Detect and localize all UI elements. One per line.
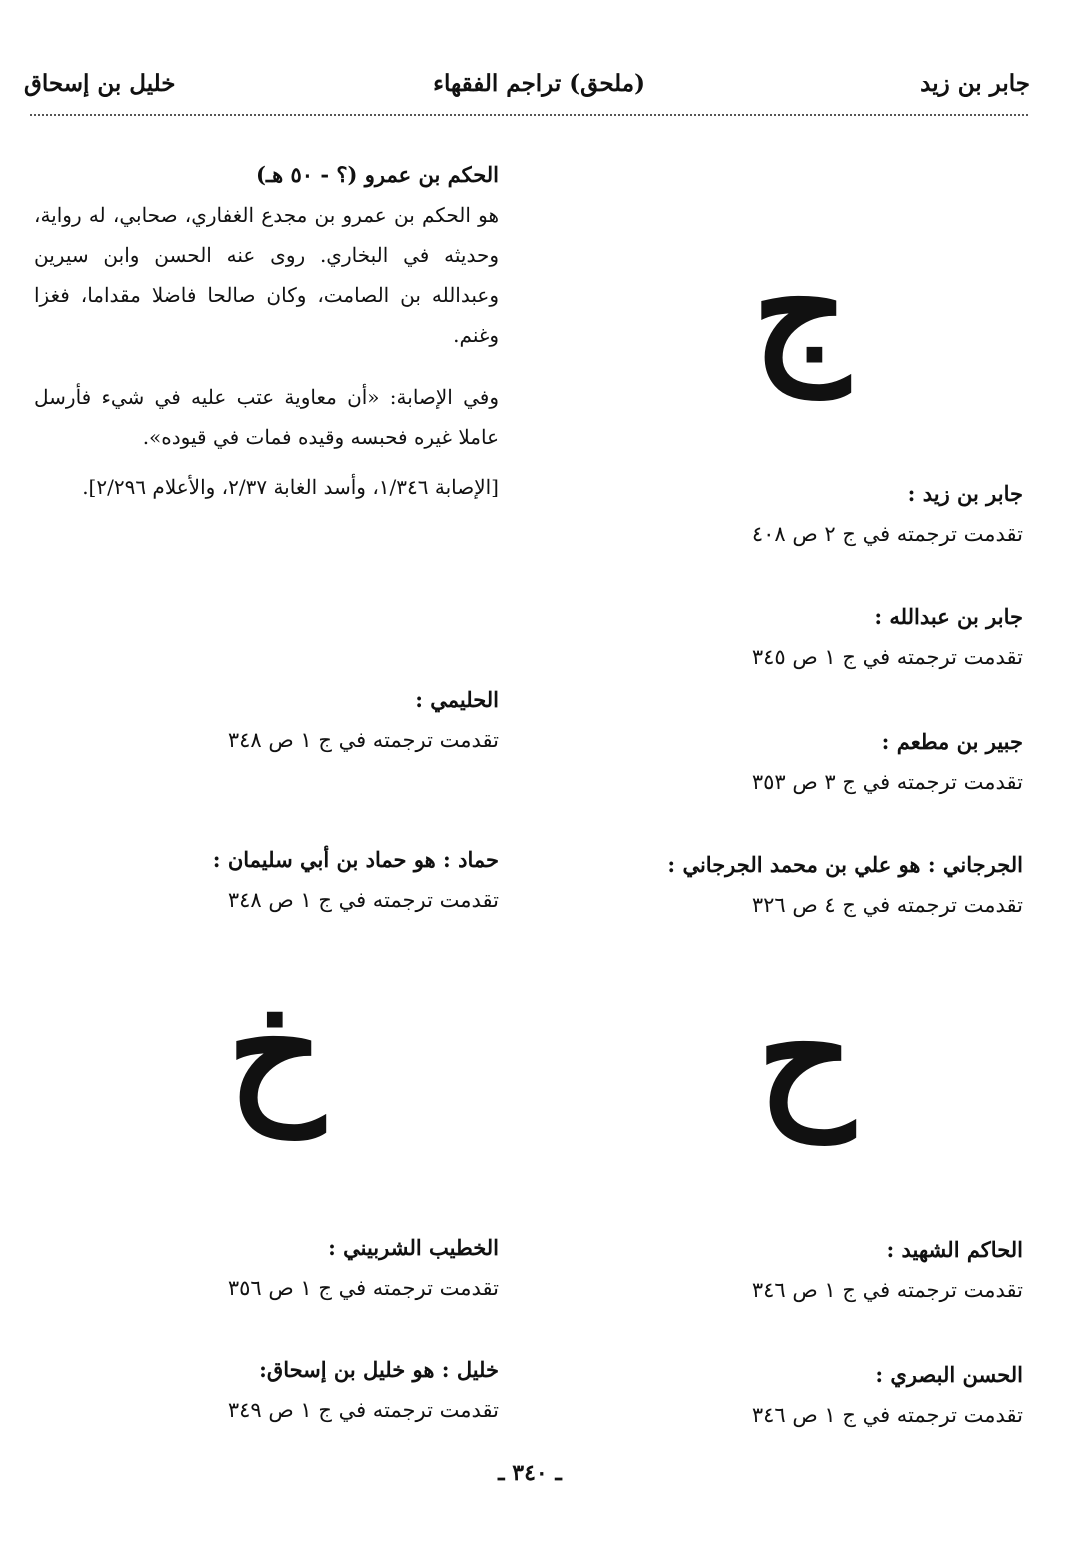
entry-title: الحليمي : — [415, 687, 499, 712]
entry-khalil — [228, 1350, 499, 1430]
biography-sources: [الإصابة ١/٣٤٦، وأسد الغابة ٢/٣٧، والأعلام ٢/٢٩٦]. — [82, 475, 499, 499]
entry-reference: تقدمت ترجمته في ج ٣ ص ٣٥٣ — [751, 770, 1023, 794]
entry-reference: تقدمت ترجمته في ج ١ ص ٣٤٨ — [227, 728, 499, 752]
section-letter-kha: خ — [227, 962, 324, 1138]
entry-title: حماد : هو حماد بن أبي سليمان : — [212, 847, 499, 872]
entry-reference: تقدمت ترجمته في ج ١ ص ٣٤٥ — [751, 645, 1023, 669]
header-left-title: خليل بن إسحاق — [24, 70, 176, 97]
entry-title: الجرجاني : هو علي بن محمد الجرجاني : — [667, 852, 1023, 877]
header-dotted-rule — [30, 114, 1028, 116]
header-right-title: جابر بن زيد — [920, 70, 1030, 97]
section-letter-ha: ح — [757, 967, 854, 1143]
running-header — [24, 62, 1030, 112]
entry-reference: تقدمت ترجمته في ج ١ ص ٣٤٦ — [751, 1403, 1023, 1427]
entry-reference: تقدمت ترجمته في ج ١ ص ٣٤٨ — [227, 888, 499, 912]
entry-al-khatib-al-shirbini — [228, 1228, 499, 1308]
biography-body: هو الحكم بن عمرو بن مجدع الغفاري، صحابي، له رواية، وحديثه في البخاري. روى عنه الحسن وابن سيرين وعبدالله بن الصامت، وكان صالحا فاضلا مقداما، فغزا وغنم. — [34, 203, 499, 347]
entry-al-hakim-al-shahid — [752, 1230, 1023, 1310]
entry-hammad — [213, 840, 499, 920]
biography-quote: وفي الإصابة: «أن معاوية عتب عليه في شيء فأرسل عاملا غيره فحبسه وقيده فمات في قيوده». — [34, 385, 499, 449]
entry-title: جبير بن مطعم : — [881, 729, 1023, 754]
entry-title: الخطيب الشربيني : — [328, 1235, 499, 1260]
biography-al-hakam-bin-amr — [34, 155, 499, 507]
section-letter-jim: ج — [752, 222, 849, 398]
entry-al-halimi — [228, 680, 499, 760]
entry-reference: تقدمت ترجمته في ج ١ ص ٣٤٦ — [751, 1278, 1023, 1302]
entry-al-hasan-al-basri — [752, 1355, 1023, 1435]
entry-reference: تقدمت ترجمته في ج ١ ص ٣٤٩ — [227, 1398, 499, 1422]
page-number: ـ ٣٤٠ ـ — [498, 1460, 562, 1486]
header-center-title: (ملحق) تراجم الفقهاء — [433, 70, 645, 97]
entry-title: جابر بن زيد : — [907, 481, 1023, 506]
entry-title: الحاكم الشهيد : — [886, 1237, 1023, 1262]
entry-al-jurjani — [667, 845, 1023, 925]
entry-jubair-bin-mutim — [752, 722, 1023, 802]
entry-reference: تقدمت ترجمته في ج ١ ص ٣٥٦ — [227, 1276, 499, 1300]
entry-reference: تقدمت ترجمته في ج ٢ ص ٤٠٨ — [751, 522, 1023, 546]
entry-title: الحسن البصري : — [875, 1362, 1023, 1387]
entry-title: خليل : هو خليل بن إسحاق: — [259, 1357, 499, 1382]
entry-jabir-bin-zaid — [752, 474, 1023, 554]
entry-jabir-bin-abdullah — [752, 597, 1023, 677]
biography-title: الحكم بن عمرو (؟ - ٥٠ هـ) — [256, 162, 499, 187]
entry-reference: تقدمت ترجمته في ج ٤ ص ٣٢٦ — [751, 893, 1023, 917]
entry-title: جابر بن عبدالله : — [874, 604, 1023, 629]
